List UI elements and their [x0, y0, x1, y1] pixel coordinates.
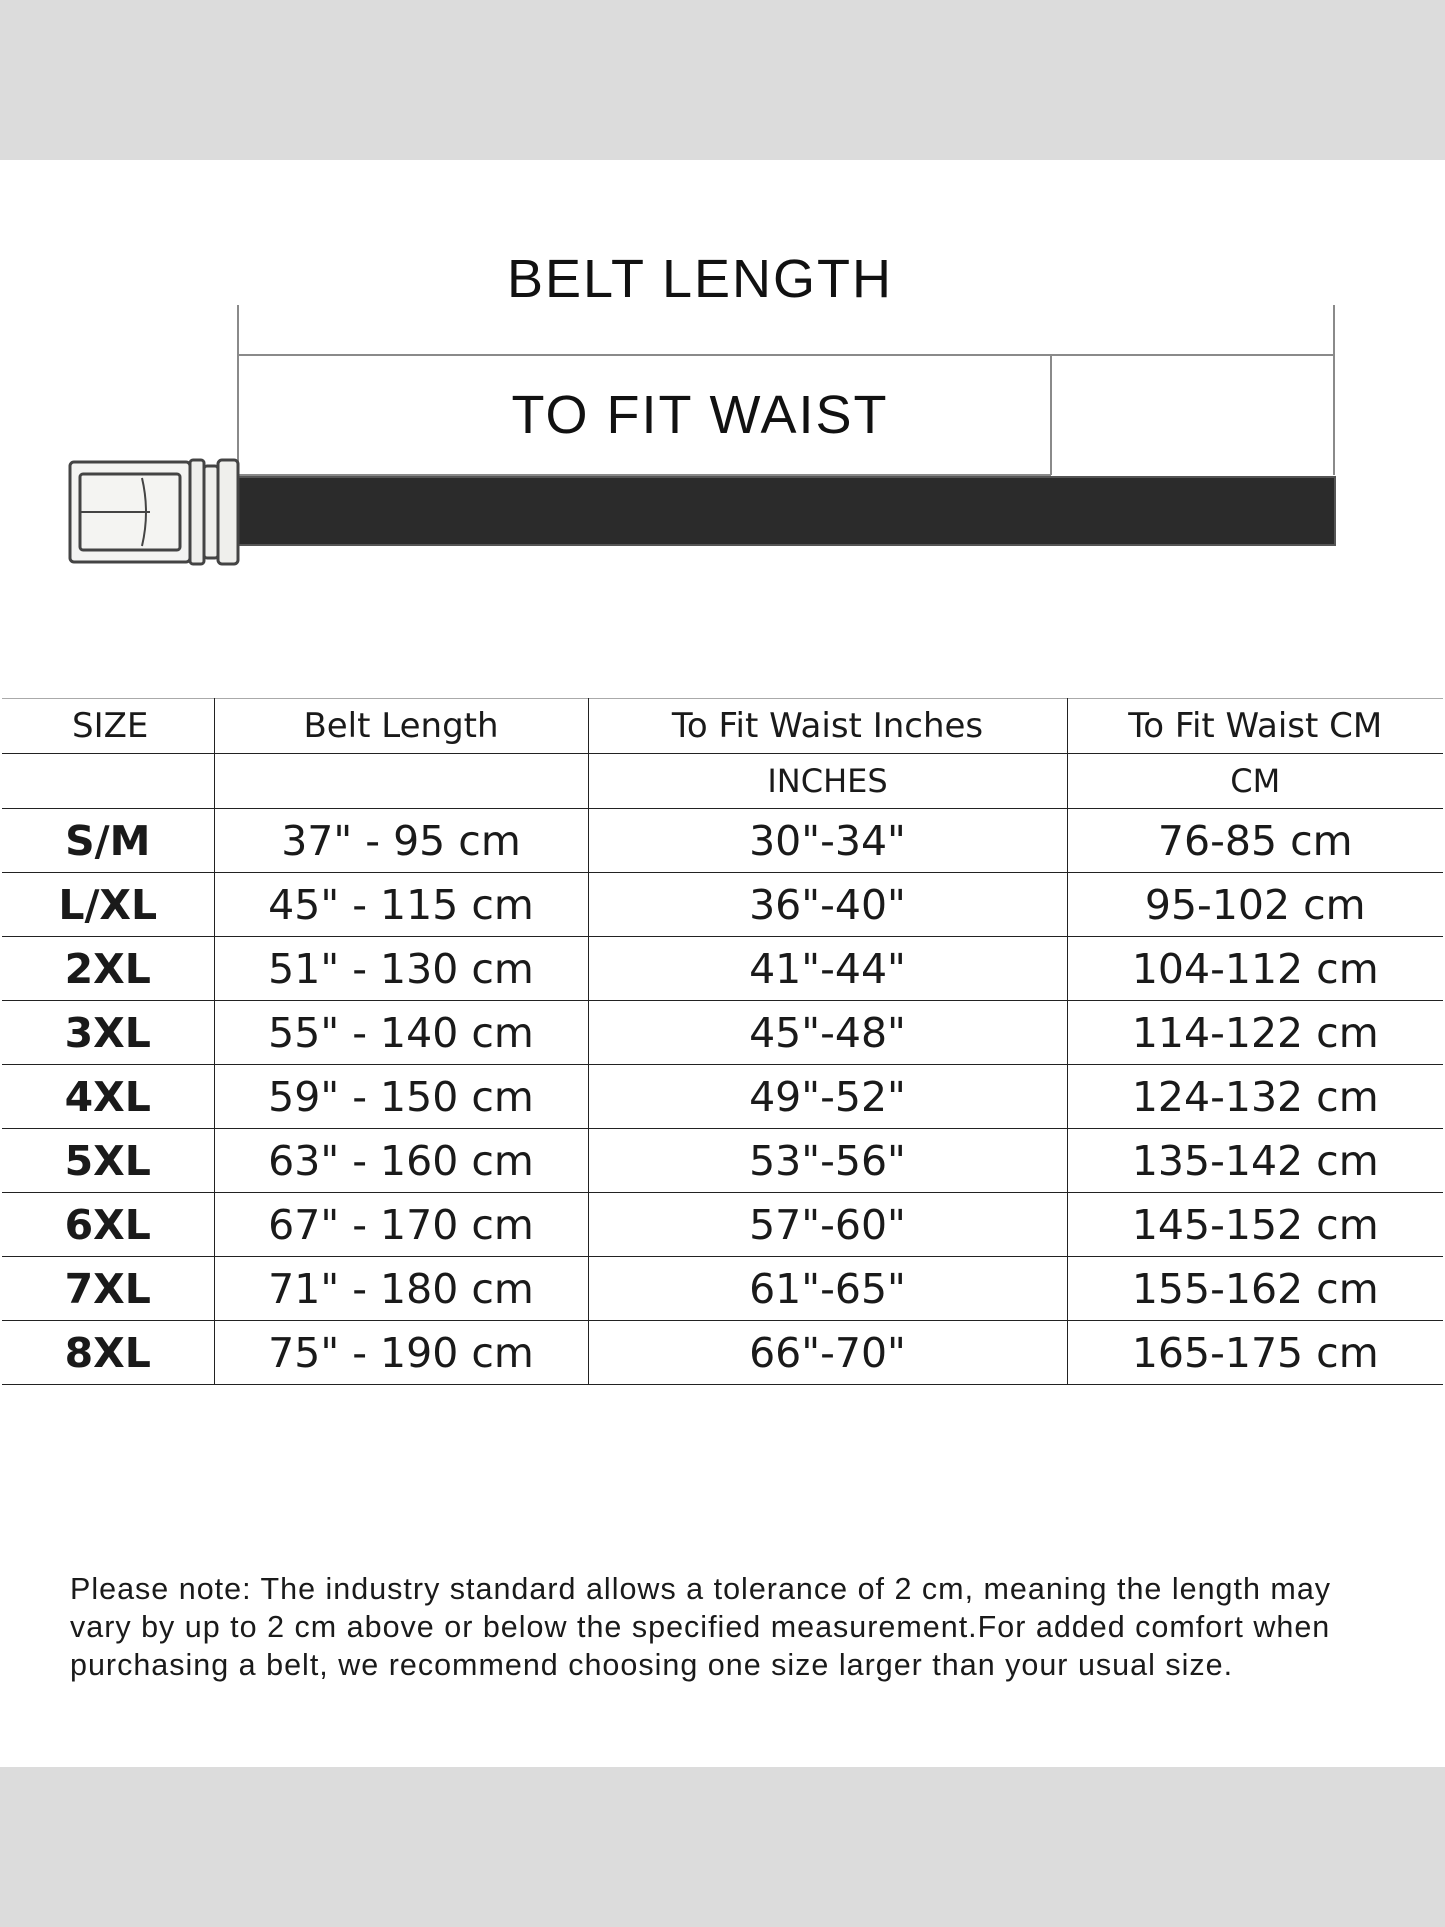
waist-inches-cell: 49"-52" [588, 1065, 1067, 1129]
tolerance-note: Please note: The industry standard allows a tolerance of 2 cm, meaning the length may vary by up to 2 cm above or below the specified measurement.For added comfort when purchasing a belt, we recommend choosing one size larger than your usual size. [70, 1572, 1332, 1682]
table-row [2, 1257, 1443, 1321]
belt-length-cell: 59" - 150 cm [214, 1065, 588, 1129]
belt-length-cell: 51" - 130 cm [214, 937, 588, 1001]
table-row [2, 873, 1443, 937]
waist-cm-cell: 124-132 cm [1067, 1065, 1443, 1129]
belt-length-label: BELT LENGTH [506, 249, 894, 309]
size-cell: 5XL [2, 1129, 214, 1193]
waist-inches-cell: 41"-44" [588, 937, 1067, 1001]
buckle-icon [70, 460, 238, 564]
belt-length-cell: 45" - 115 cm [214, 873, 588, 937]
table-row [2, 1193, 1443, 1257]
subheader-inches: INCHES [588, 754, 1067, 809]
waist-inches-cell: 30"-34" [588, 809, 1067, 873]
belt-length-cell: 37" - 95 cm [214, 809, 588, 873]
size-table [2, 698, 1443, 1385]
size-chart-card [0, 160, 1445, 1767]
size-cell: 3XL [2, 1001, 214, 1065]
to-fit-waist-label: TO FIT WAIST [511, 385, 889, 445]
waist-inches-cell: 61"-65" [588, 1257, 1067, 1321]
belt-length-cell: 67" - 170 cm [214, 1193, 588, 1257]
waist-cm-cell: 165-175 cm [1067, 1321, 1443, 1385]
waist-inches-cell: 36"-40" [588, 873, 1067, 937]
header-belt-length: Belt Length [214, 699, 588, 754]
waist-inches-cell: 53"-56" [588, 1129, 1067, 1193]
waist-cm-cell: 104-112 cm [1067, 937, 1443, 1001]
size-cell: S/M [2, 809, 214, 873]
belt-strap [238, 477, 1335, 545]
subheader-belt-length [214, 754, 588, 809]
size-cell: 6XL [2, 1193, 214, 1257]
subheader-row [2, 754, 1443, 809]
waist-inches-cell: 66"-70" [588, 1321, 1067, 1385]
size-cell: 4XL [2, 1065, 214, 1129]
header-waist-inches: To Fit Waist Inches [588, 699, 1067, 754]
header-row [2, 699, 1443, 754]
size-cell: 7XL [2, 1257, 214, 1321]
belt-length-cell: 71" - 180 cm [214, 1257, 588, 1321]
belt-illustration [0, 160, 1445, 600]
waist-cm-cell: 76-85 cm [1067, 809, 1443, 873]
header-size: SIZE [2, 699, 214, 754]
belt-length-cell: 63" - 160 cm [214, 1129, 588, 1193]
belt-length-cell: 75" - 190 cm [214, 1321, 588, 1385]
waist-inches-cell: 45"-48" [588, 1001, 1067, 1065]
waist-cm-cell: 114-122 cm [1067, 1001, 1443, 1065]
waist-cm-cell: 145-152 cm [1067, 1193, 1443, 1257]
header-waist-cm: To Fit Waist CM [1067, 699, 1443, 754]
size-cell: 2XL [2, 937, 214, 1001]
waist-cm-cell: 135-142 cm [1067, 1129, 1443, 1193]
waist-inches-cell: 57"-60" [588, 1193, 1067, 1257]
table-row [2, 1065, 1443, 1129]
waist-cm-cell: 95-102 cm [1067, 873, 1443, 937]
belt-diagram [0, 160, 1445, 600]
size-cell: 8XL [2, 1321, 214, 1385]
belt-length-cell: 55" - 140 cm [214, 1001, 588, 1065]
table-row [2, 1129, 1443, 1193]
waist-cm-cell: 155-162 cm [1067, 1257, 1443, 1321]
subheader-size [2, 754, 214, 809]
subheader-cm: CM [1067, 754, 1443, 809]
table-row [2, 809, 1443, 873]
table-row [2, 937, 1443, 1001]
table-row [2, 1321, 1443, 1385]
table-row [2, 1001, 1443, 1065]
size-cell: L/XL [2, 873, 214, 937]
